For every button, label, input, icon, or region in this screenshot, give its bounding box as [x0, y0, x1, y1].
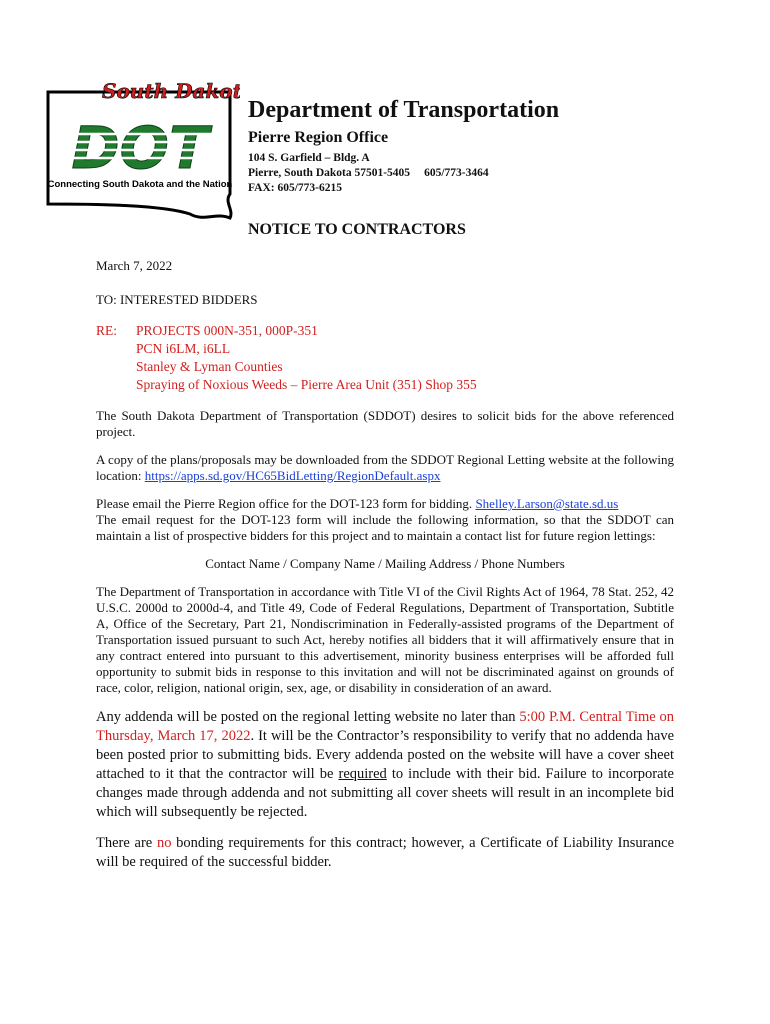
- logo-tagline: Connecting South Dakota and the Nation: [47, 179, 233, 190]
- svg-text:South Dakota: South Dakota: [102, 79, 240, 103]
- department-title: Department of Transportation: [248, 97, 560, 123]
- addenda-paragraph: Any addenda will be posted on the regional letting website no later than 5:00 P.M. Central Time on Thursday, March 17, 2022. It will be the Contractor’s responsibility to verify that no addenda have been posted prior to submitting bids. Every addenda posted on the website will have a cover sheet attached to it that the contractor will be required to include with their bid. Failure to incorporate changes made through addenda and not submitting all cover sheets will result in an incomplete bid which will subsequently be rejected.: [96, 709, 675, 820]
- re-line: PCN i6LM, i6LL: [136, 341, 231, 356]
- office-name: Pierre Region Office: [248, 129, 389, 146]
- to-line: TO: INTERESTED BIDDERS: [96, 292, 258, 307]
- contact-email-link[interactable]: Shelley.Larson@state.sd.us: [475, 496, 619, 511]
- notice-title: NOTICE TO CONTRACTORS: [248, 221, 466, 238]
- intro-paragraph: The South Dakota Department of Transportation (SDDOT) desires to solicit bids for the above referenced project.: [96, 408, 674, 439]
- re-line: PROJECTS 000N-351, 000P-351: [136, 323, 318, 338]
- sddot-logo: [40, 76, 240, 224]
- re-block: [96, 322, 674, 394]
- bonding-paragraph: There are no bonding requirements for this contract; however, a Certificate of Liability Insurance will be required of the successful bidder.: [96, 835, 675, 870]
- re-line: Stanley & Lyman Counties: [136, 359, 283, 374]
- state-script-text: [102, 79, 240, 103]
- re-line: Spraying of Noxious Weeds – Pierre Area Unit (351) Shop 355: [136, 377, 477, 392]
- addenda-deadline: 5:00 P.M. Central Time on Thursday, March 17, 2022: [96, 709, 675, 744]
- letterhead: [248, 96, 559, 196]
- download-paragraph: A copy of the plans/proposals may be downloaded from the SDDOT Regional Letting website at the following location: https://apps.sd.gov/HC65BidLetting/RegionDefault.aspx: [96, 452, 674, 483]
- letting-website-link[interactable]: https://apps.sd.gov/HC65BidLetting/RegionDefault.aspx: [144, 468, 441, 483]
- re-label: RE:: [96, 323, 118, 338]
- email-paragraph: Please email the Pierre Region office for the DOT-123 form for bidding. Shelley.Larson@state.sd.us The email request for the DOT-123 form will include the following information, so that the SDDOT can maintain a list of prospective bidders for this project and to maintain a contact list for future region lettings:: [96, 496, 674, 543]
- office-fax: FAX: 605/773-6215: [248, 182, 343, 194]
- letter-date: March 7, 2022: [96, 258, 173, 273]
- letter-body: [96, 258, 674, 872]
- contact-fields-line: Contact Name / Company Name / Mailing Address / Phone Numbers: [205, 556, 565, 571]
- svg-text:DOT: DOT: [71, 114, 209, 182]
- civil-rights-paragraph: The Department of Transportation in accordance with Title VI of the Civil Rights Act of 1964, 78 Stat. 252, 42 U.S.C. 2000d to 2000d-4, and Title 49, Code of Federal Regulations, Department of Transportation, Subtitle A, Office of the Secretary, Part 21, Nondiscrimination in Federally-assisted programs of the Department of Transportation issued pursuant to such Act, hereby notifies all bidders that it will affirmatively ensure that in any contract entered into pursuant to this advertisement, minority business enterprises will be afforded full opportunity to submit bids in response to this invitation and will not be discriminated against on grounds of race, color, religion, national origin, sex, age, or disability in consideration of an award.: [96, 584, 674, 695]
- dot-wordmark: [58, 114, 226, 182]
- address-line-1: 104 S. Garfield – Bldg. A: [248, 152, 370, 164]
- office-address: [248, 151, 559, 196]
- required-emphasis: required: [338, 766, 387, 782]
- no-emphasis: no: [156, 835, 172, 851]
- address-line-2: Pierre, South Dakota 57501-5405: [248, 167, 411, 179]
- office-phone: 605/773-3464: [424, 167, 489, 179]
- re-lines: [136, 322, 477, 394]
